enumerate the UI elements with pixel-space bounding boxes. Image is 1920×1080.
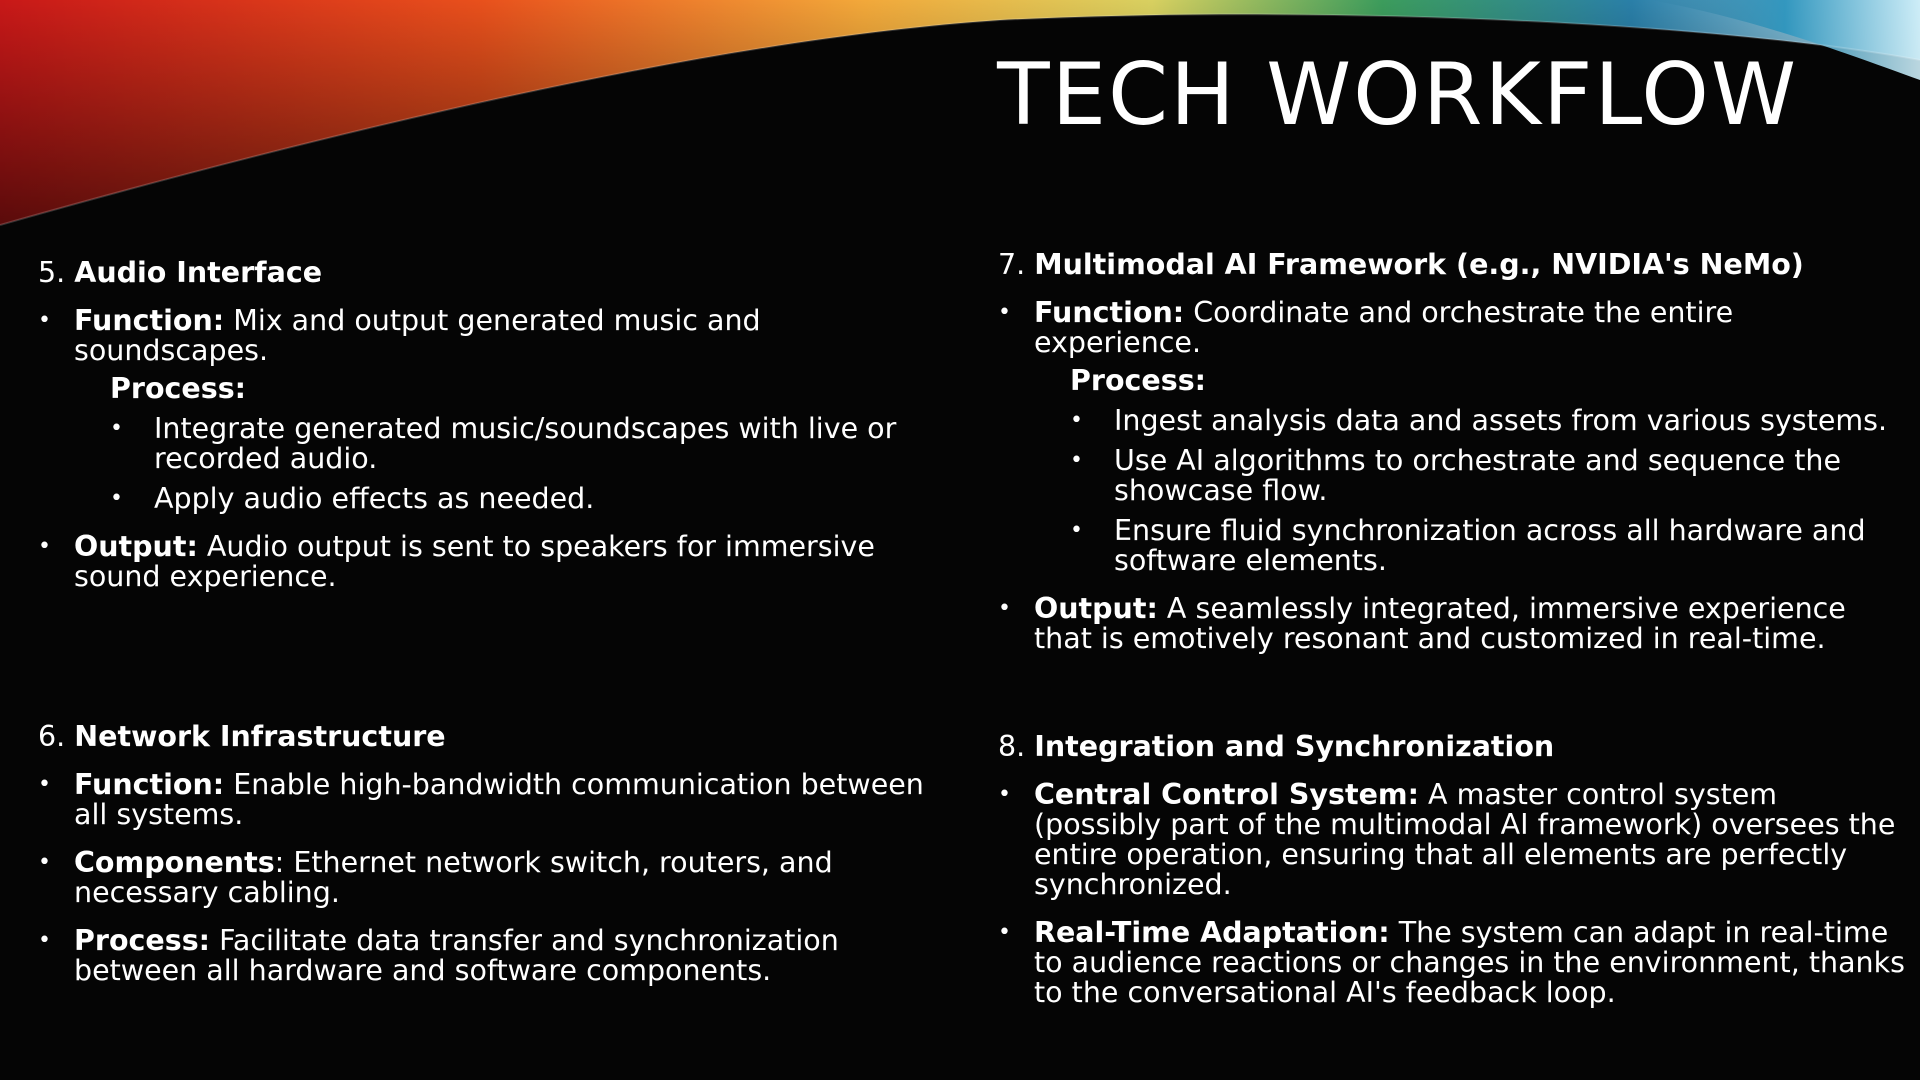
function-bullet <box>38 306 928 366</box>
components-bullet <box>38 848 958 908</box>
output-text: A seamlessly integrated, immersive experience that is emotively resonant and customized in real-time. <box>1034 592 1846 655</box>
section-number: 7. <box>998 248 1026 281</box>
section-multimodal-ai-framework <box>998 248 1900 672</box>
output-text: Audio output is sent to speakers for immersive sound experience. <box>74 530 875 593</box>
section-number: 6. <box>38 720 66 753</box>
central-control-label: Central Control System: <box>1034 778 1419 811</box>
output-label: Output: <box>1034 592 1158 625</box>
function-label: Function: <box>1034 296 1185 329</box>
process-item: • Ingest analysis data and assets from various systems. <box>998 406 1900 436</box>
central-control-text: A master control system (possibly part of the multimodal AI framework) oversees the entire operation, ensuring that all elements are perfectly synchronized. <box>1034 778 1896 901</box>
function-text: Mix and output generated music and soundscapes. <box>74 304 761 367</box>
section-heading <box>38 256 928 290</box>
section-audio-interface <box>38 256 928 610</box>
section-heading <box>38 720 958 754</box>
section-number: 8. <box>998 730 1026 763</box>
section-heading <box>998 248 1900 282</box>
section-number: 5. <box>38 256 66 289</box>
output-label: Output: <box>74 530 198 563</box>
function-bullet <box>38 770 958 830</box>
function-label: Function: <box>74 768 225 801</box>
process-text: Facilitate data transfer and synchronization between all hardware and software components. <box>74 924 839 987</box>
section-network-infrastructure <box>38 720 958 1004</box>
realtime-adaptation-bullet <box>998 918 1908 1008</box>
central-control-bullet <box>998 780 1908 900</box>
output-bullet <box>998 594 1900 654</box>
output-bullet <box>38 532 928 592</box>
components-label: Components <box>74 846 275 879</box>
slide-title: TECH WORKFLOW <box>997 45 1798 145</box>
process-item: • Apply audio effects as needed. <box>38 484 928 514</box>
process-label: Process: <box>1070 364 1207 397</box>
function-text: Enable high-bandwidth communication between all systems. <box>74 768 924 831</box>
section-name: Network Infrastructure <box>74 720 446 753</box>
section-name: Integration and Synchronization <box>1034 730 1555 763</box>
section-integration-synchronization <box>998 730 1908 1026</box>
process-item: • Ensure fluid synchronization across all hardware and software elements. <box>998 516 1900 576</box>
process-label: Process: <box>74 924 211 957</box>
function-bullet <box>998 298 1900 358</box>
section-name: Audio Interface <box>74 256 323 289</box>
components-text: : Ethernet network switch, routers, and necessary cabling. <box>74 846 833 909</box>
section-heading <box>998 730 1908 764</box>
process-bullet <box>38 926 958 986</box>
function-text: Coordinate and orchestrate the entire experience. <box>1034 296 1734 359</box>
section-name: Multimodal AI Framework (e.g., NVIDIA's NeMo) <box>1034 248 1804 281</box>
function-label: Function: <box>74 304 225 337</box>
realtime-adaptation-label: Real-Time Adaptation: <box>1034 916 1390 949</box>
process-item: • Use AI algorithms to orchestrate and sequence the showcase flow. <box>998 446 1900 506</box>
process-label: Process: <box>110 372 247 405</box>
realtime-adaptation-text: The system can adapt in real-time to audience reactions or changes in the environment, thanks to the conversational AI's feedback loop. <box>1034 916 1905 1009</box>
process-item: • Integrate generated music/soundscapes with live or recorded audio. <box>38 414 928 474</box>
